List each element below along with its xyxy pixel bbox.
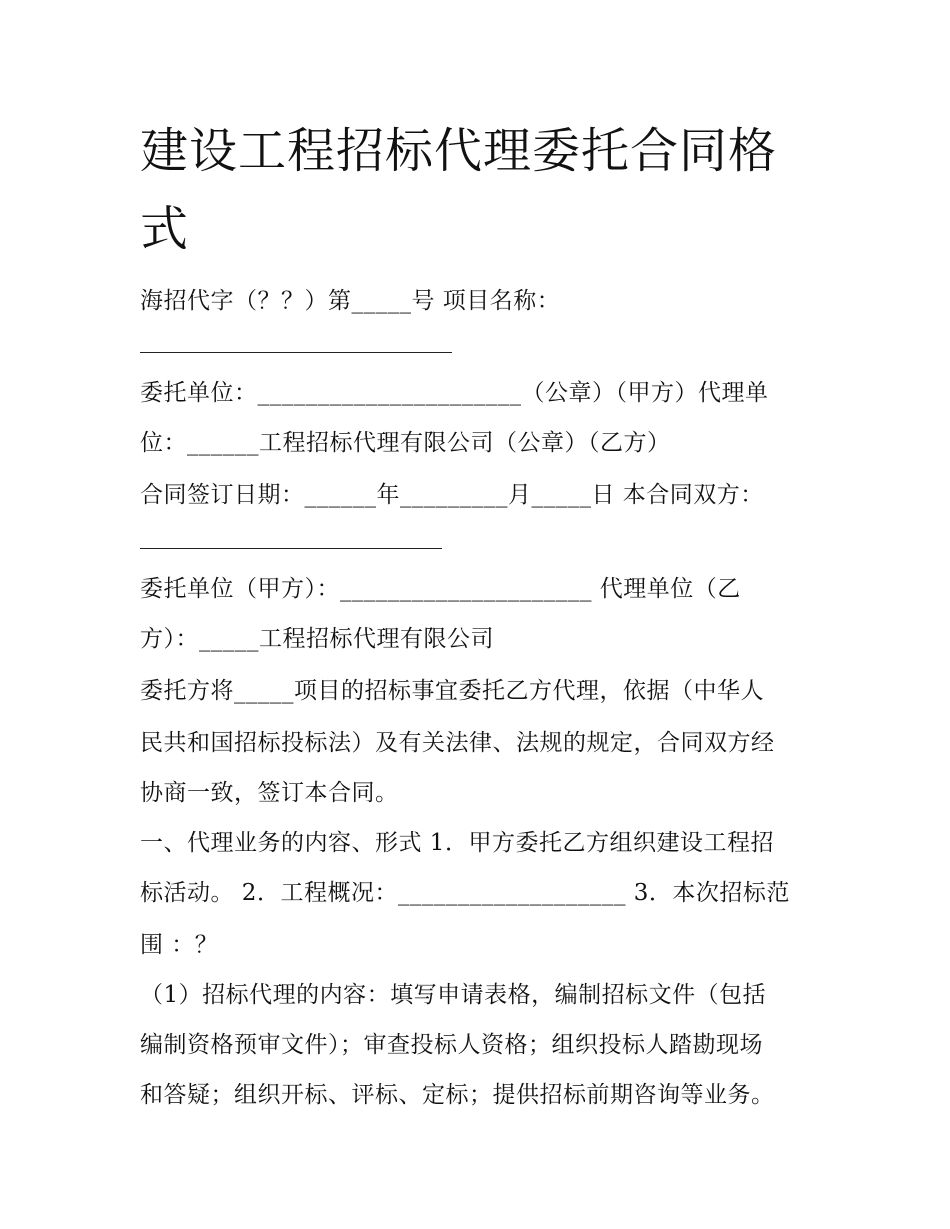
scope-item-line-2: 编制资格预审文件）；审查投标人资格；组织投标人踏勘现场 [140,1032,763,1058]
preamble-line-2: 民共和国招标投标法）及有关法律、法规的规定，合同双方经 [140,730,775,756]
client-unit-line: 委托单位：______________________（公章）（甲方）代理单 [140,380,769,406]
sign-date-line: 合同签订日期：______年_________月_____日 本合同双方： [140,482,764,508]
project-name-blank-line [140,352,452,353]
document-title: 建设工程招标代理委托合同格式 [140,123,778,257]
party-a-line: 委托单位（甲方）：_____________________ 代理单位（乙 [140,576,741,602]
preamble-line-3: 协商一致，签订本合同。 [140,780,399,806]
parties-blank-line [140,548,442,549]
scope-item-line-3: 和答疑；组织开标、评标、定标；提供招标前期咨询等业务。 [140,1082,775,1108]
party-b-line: 方）：_____工程招标代理有限公司 [140,626,494,652]
contract-number-line: 海招代字（？？）第_____号 项目名称： [140,288,561,314]
preamble-line-1: 委托方将_____项目的招标事宜委托乙方代理，依据（中华人 [140,678,764,704]
section-one-line-3: 围 ：？ [140,932,219,958]
agent-unit-line: 位：______工程招标代理有限公司（公章）（乙方） [140,430,671,456]
section-one-line-1: 一、代理业务的内容、形式 1．甲方委托乙方组织建设工程招 [140,830,774,856]
scope-item-line-1: （1）招标代理的内容：填写申请表格，编制招标文件（包括 [140,982,767,1008]
section-one-line-2: 标活动。 2．工程概况：___________________ 3．本次招标范 [140,880,790,906]
